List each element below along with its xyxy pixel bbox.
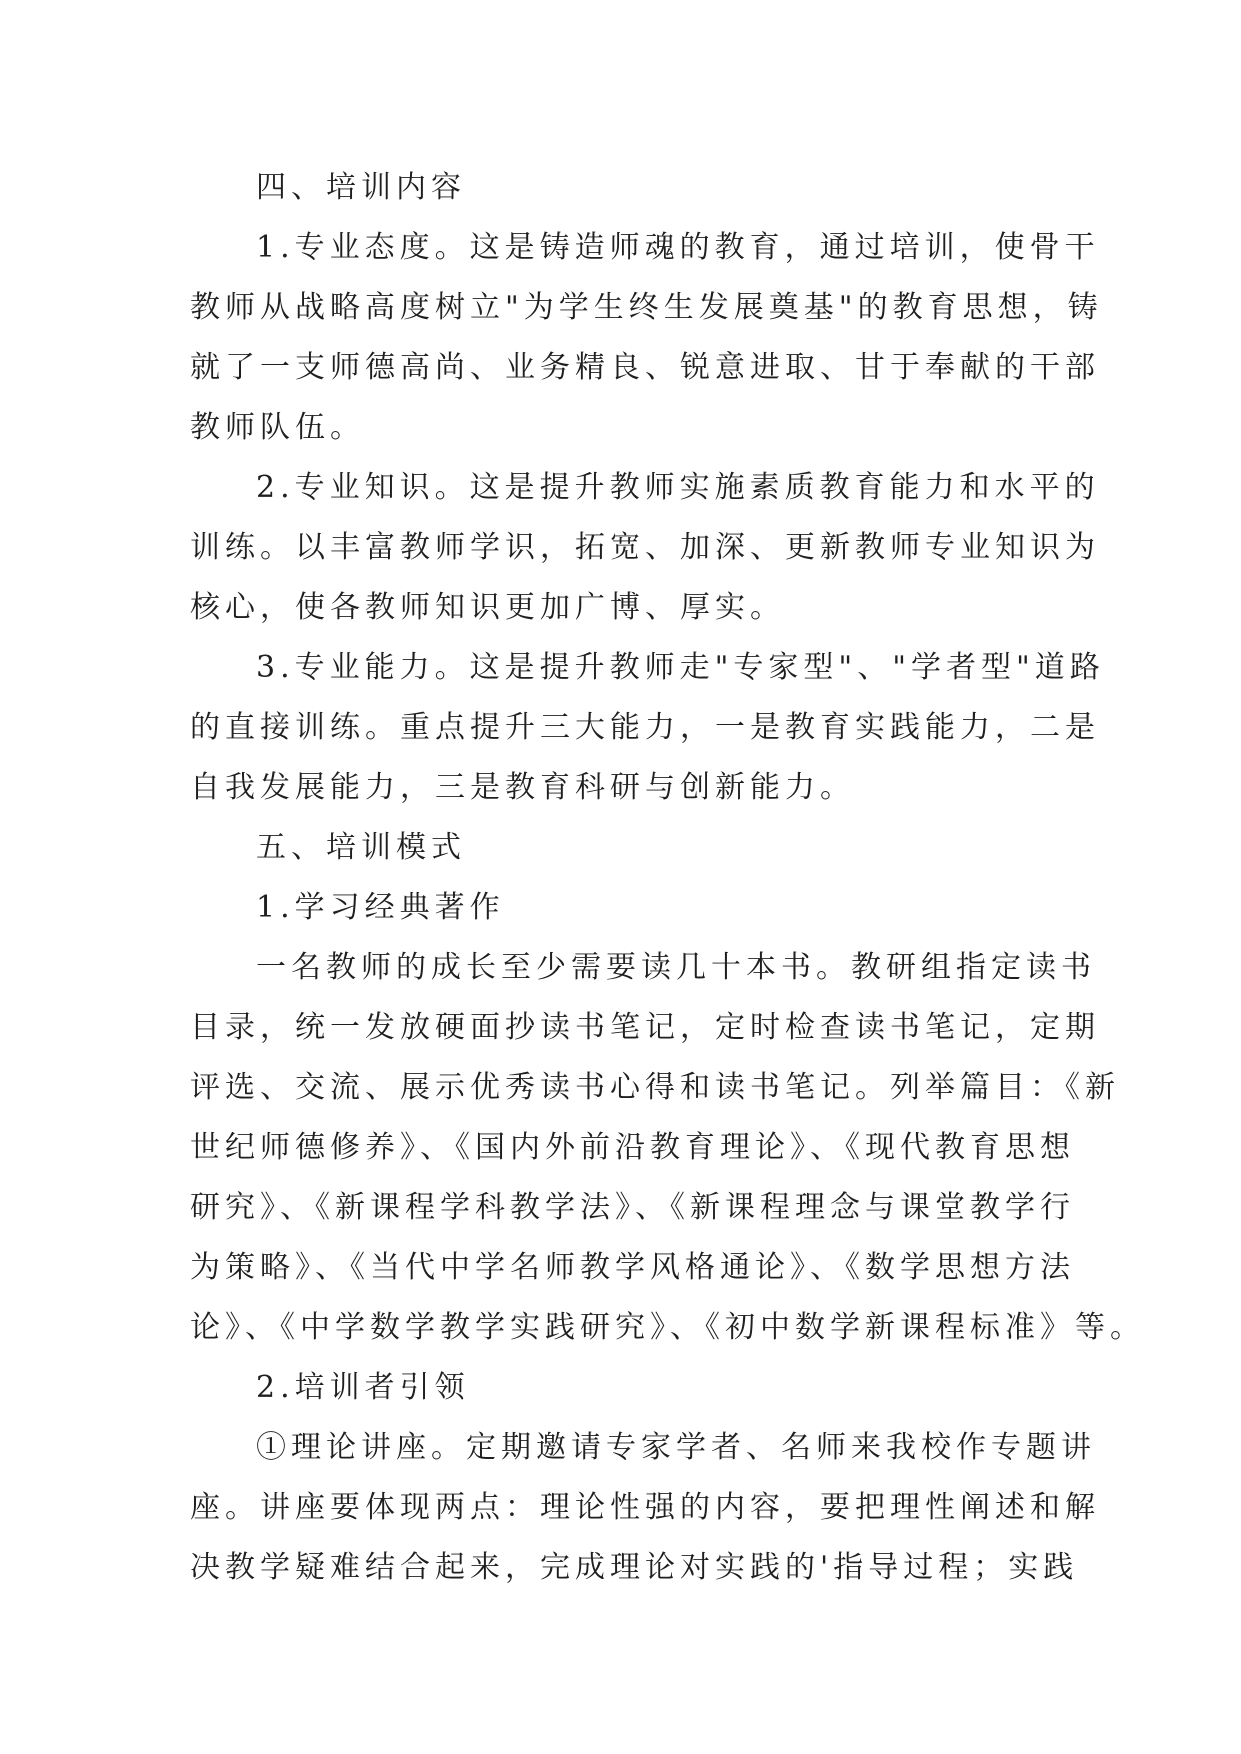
- paragraph-line: ①理论讲座。定期邀请专家学者、名师来我校作专题讲: [256, 1430, 1096, 1465]
- paragraph-line: 教师队伍。: [190, 410, 365, 445]
- paragraph-line: 教师从战略高度树立"为学生终生发展奠基"的教育思想，铸: [190, 290, 1103, 325]
- paragraph-line: 评选、交流、展示优秀读书心得和读书笔记。列举篇目：《新: [190, 1070, 1120, 1105]
- paragraph-line: 座。讲座要体现两点：理论性强的内容，要把理性阐述和解: [190, 1490, 1100, 1525]
- paragraph-line: 1.专业态度。这是铸造师魂的教育，通过培训，使骨干: [256, 230, 1100, 265]
- paragraph-line: 训练。以丰富教师学识，拓宽、加深、更新教师专业知识为: [190, 530, 1100, 565]
- paragraph-line: 研究》、《新课程学科教学法》、《新课程理念与课堂教学行: [190, 1190, 1075, 1225]
- subheading-trainer-guidance: 2.培训者引领: [256, 1370, 470, 1405]
- paragraph-line: 一名教师的成长至少需要读几十本书。教研组指定读书: [256, 950, 1096, 985]
- paragraph-line: 2.专业知识。这是提升教师实施素质教育能力和水平的: [256, 470, 1100, 505]
- paragraph-line: 自我发展能力，三是教育科研与创新能力。: [190, 770, 855, 805]
- paragraph-line: 为策略》、《当代中学名师教学风格通论》、《数学思想方法: [190, 1250, 1075, 1285]
- section-heading-training-mode: 五、培训模式: [256, 830, 466, 865]
- paragraph-line: 决教学疑难结合起来，完成理论对实践的'指导过程；实践: [190, 1550, 1079, 1585]
- section-heading-training-content: 四、培训内容: [256, 170, 466, 205]
- document-page: [190, 158, 1145, 1598]
- paragraph-line: 就了一支师德高尚、业务精良、锐意进取、甘于奉献的干部: [190, 350, 1100, 385]
- paragraph-line: 3.专业能力。这是提升教师走"专家型"、"学者型"道路: [256, 650, 1105, 685]
- paragraph-line: 世纪师德修养》、《国内外前沿教育理论》、《现代教育思想: [190, 1130, 1075, 1165]
- subheading-classic-works: 1.学习经典著作: [256, 890, 505, 925]
- paragraph-line: 目录，统一发放硬面抄读书笔记，定时检查读书笔记，定期: [190, 1010, 1100, 1045]
- paragraph-line: 论》、《中学数学教学实践研究》、《初中数学新课程标准》等。: [190, 1310, 1145, 1345]
- paragraph-line: 的直接训练。重点提升三大能力，一是教育实践能力，二是: [190, 710, 1100, 745]
- paragraph-line: 核心，使各教师知识更加广博、厚实。: [190, 590, 785, 625]
